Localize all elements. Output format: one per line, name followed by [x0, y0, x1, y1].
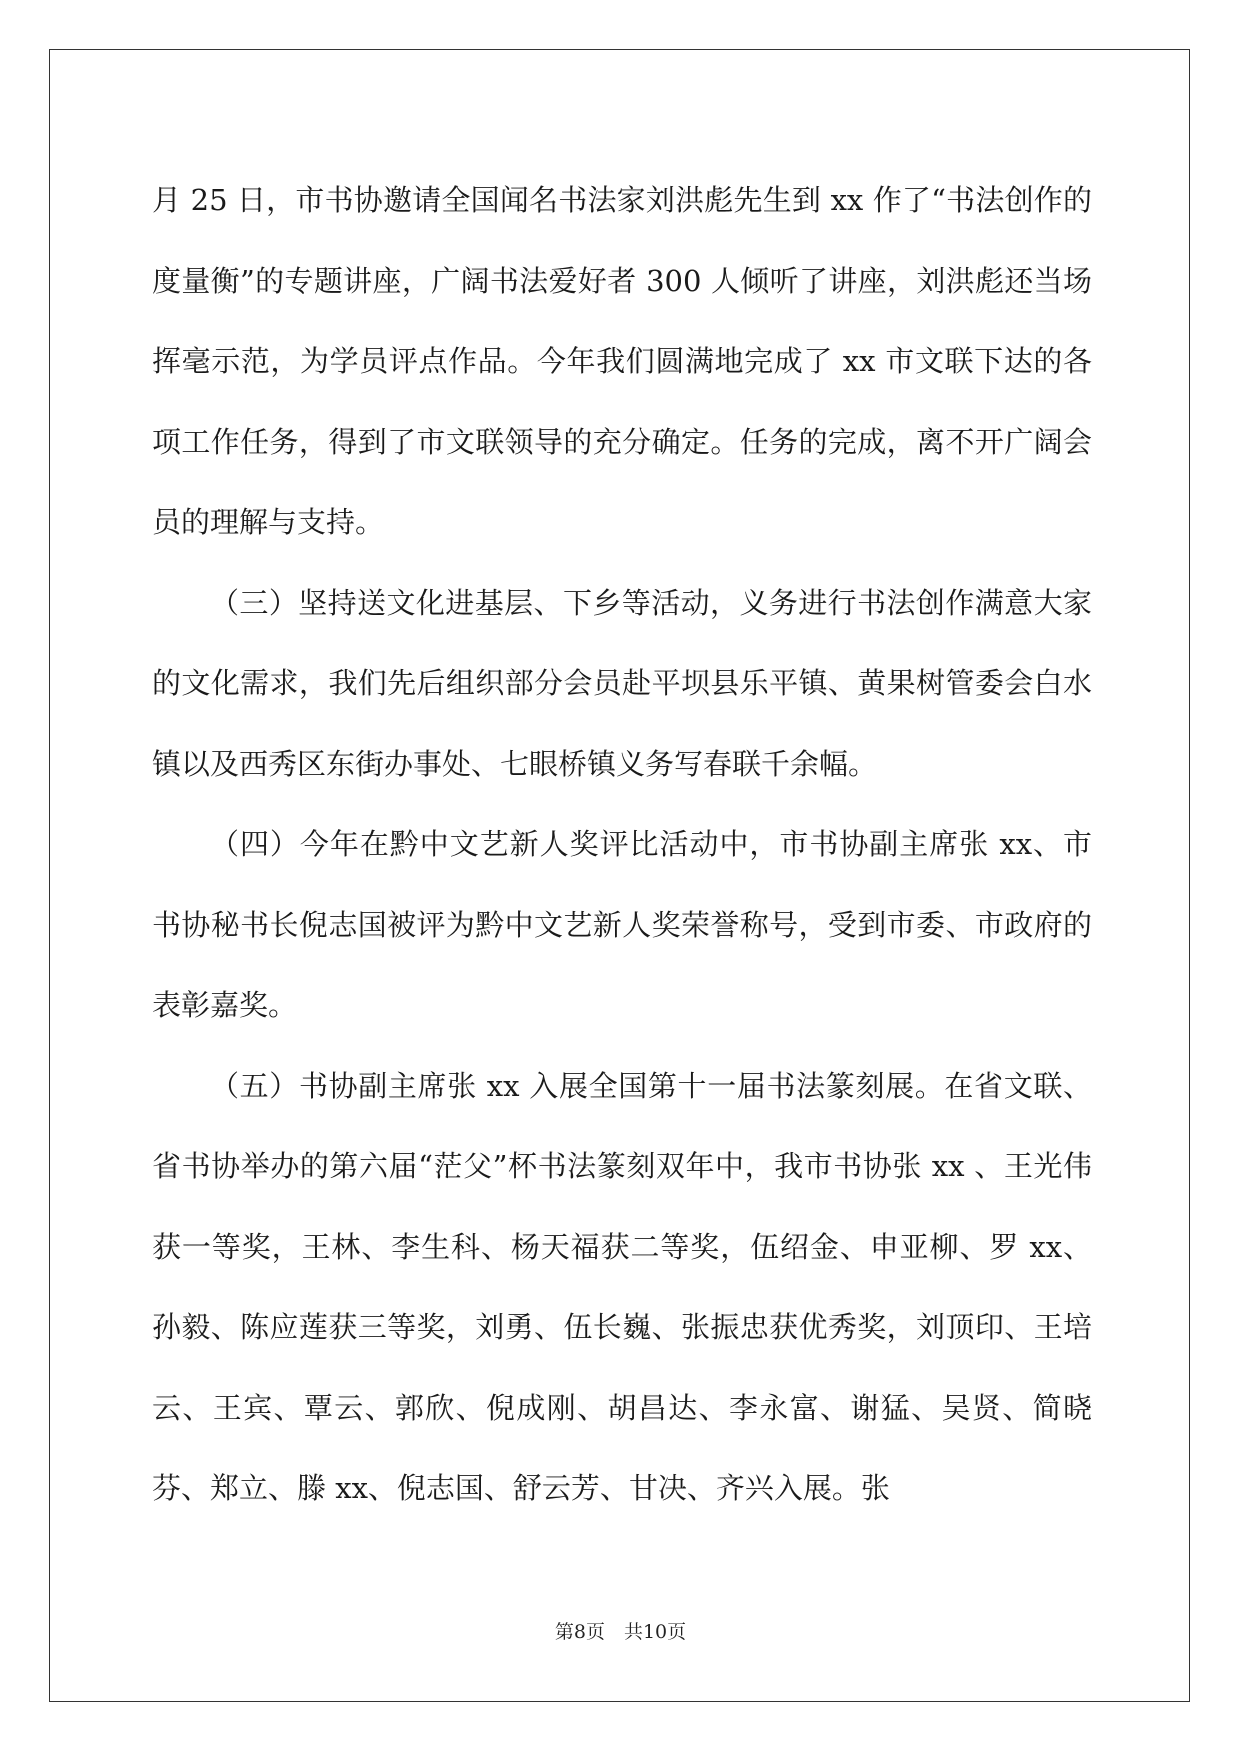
document-body	[152, 160, 1092, 1529]
page-footer	[0, 1617, 1241, 1644]
page-number: 第8页	[554, 1621, 605, 1643]
paragraph-section-five: （五）书协副主席张 xx 入展全国第十一届书法篆刻展。在省文联、省书协举办的第六届“茫父”杯书法篆刻双年中，我市书协张 xx 、王光伟获一等奖，王林、李生科、杨天福获二等奖，伍绍金、申亚柳、罗 xx、孙毅、陈应莲获三等奖，刘勇、伍长巍、张振忠获优秀奖，刘顶印、王培云、王宾、覃云、郭欣、倪成刚、胡昌达、李永富、谢猛、吴贤、简晓芬、郑立、滕 xx、倪志国、舒云芳、甘决、齐兴入展。张	[152, 1068, 1092, 1505]
paragraph-section-three: （三）坚持送文化进基层、下乡等活动，义务进行书法创作满意大家的文化需求，我们先后组织部分会员赴平坝县乐平镇、黄果树管委会白水镇以及西秀区东街办事处、七眼桥镇义务写春联千余幅。	[152, 585, 1092, 781]
page-total: 共10页	[623, 1621, 687, 1643]
paragraph-continuation: 月 25 日，市书协邀请全国闻名书法家刘洪彪先生到 xx 作了“书法创作的度量衡”的专题讲座，广阔书法爱好者 300 人倾听了讲座，刘洪彪还当场挥毫示范，为学员评点作品。今年我们圆满地完成了 xx 市文联下达的各项工作任务，得到了市文联领导的充分确定。任务的完成，离不开广阔会员的理解与支持。	[152, 183, 1092, 539]
paragraph-section-four: （四）今年在黔中文艺新人奖评比活动中，市书协副主席张 xx、市书协秘书长倪志国被评为黔中文艺新人奖荣誉称号，受到市委、市政府的表彰嘉奖。	[152, 827, 1092, 1022]
